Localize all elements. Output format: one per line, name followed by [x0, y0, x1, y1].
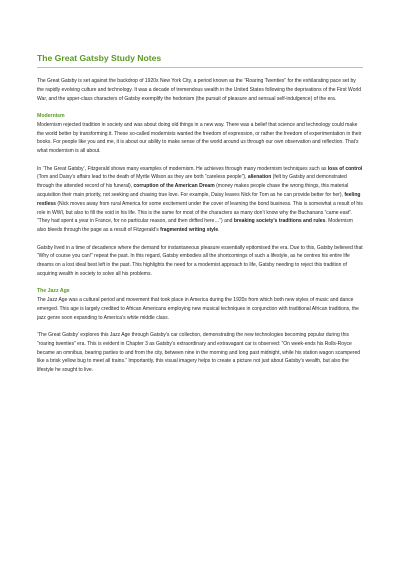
bold-term-feeling-restless: feeling restless — [37, 191, 361, 207]
text-run: . Modernism also bleeds through the page as a result of Fitzgerald’s — [37, 218, 353, 234]
intro-paragraph: The Great Gatsby is set against the backdrop of 1920s New York City, a period known as the “Roaring Twenties” for the exhilarating pace set by the rapidly evolving culture and technology. It was a decade of tremendous wealth in the United States following the deprivations of the First World War, and the upper-class characters of Gatsby exemplify the hedonism (the pursuit of pleasure and sensual self-indulgence) of the era. — [37, 78, 362, 102]
section-heading-jazz-age: The Jazz Age — [37, 288, 70, 295]
text-run: (money makes people chase the wrong things, this material acquisition their main priority, not seeking and chasing true love. For example, Daisy leaves Nick for Tom as he can provide better for her), — [37, 183, 349, 198]
text-run: (Tom and Daisy’s affairs lead to the death of Myrtle Wilson as they are both “careless people”), — [37, 174, 248, 181]
bold-term-fragmented-style: fragmented writing style — [160, 227, 219, 234]
jazz-paragraph-2: ‘The Great Gatsby’ explores this Jazz Age through Gatsby’s car collection, demonstrating the new technologies becoming popular during this “roaring twenties” era. This is evident in Chapter 3 as Gatsby’s extraordinary and extravagant car is observed: “On week-ends his Rolls-Royce became an omnibus, bearing parties to and from the city, between nine in the morning and long past midnight, while his station wagon scampered like a brisk yellow bug to meet all trains.” Importantly, this visual imagery helps to create a picture not just about Gatsby’s wealth, but also the lifestyle he sought to live. — [37, 332, 361, 374]
text-run: (Nick moves away from rural America for some excitement under the cover of learning the bond business. This is somewhat a result of his role in WWI, but also to fill the void in his life. This is the same for most of the characters as many don’t know why the Buchanans “came east”. “They had spent a year in France, for no particular reason, and then drifted here…”) and — [37, 200, 363, 225]
text-run: . — [218, 227, 220, 234]
jazz-paragraph-1: The Jazz Age was a cultural period and movement that took place in America during the 1920s from which both new styles of music and dance emerged. This age is largely credited to African Americans employing new musical techniques in conjunction with traditional African traditions, the jazz genre soon expanding to America’s white middle class. — [37, 297, 359, 321]
document-title: The Great Gatsby Study Notes — [37, 53, 162, 63]
bold-term-loss-of-control: loss of control — [327, 165, 363, 172]
title-divider — [37, 67, 363, 68]
modernism-paragraph-3: Gatsby lived in a time of decadence where the demand for instantaneous pleasure essentially epitomised the era. Due to this, Gatsby believed that “Why of course you can!” repeat the past. In this regard, Gatsby embodies all the shortcomings of such a lifestyle, as he centres his entire life dreams on a lost ideal best left in the past. This highlights the need for a modernist approach to life, Gatsby needing to reject this tradition of acquiring wealth in society to solve all his problems. — [37, 244, 363, 277]
section-heading-modernism: Modernism — [37, 112, 65, 119]
modernism-paragraph-1: Modernism rejected tradition in society and was about doing old things in a new way. There was a belief that science and technology could make the world better by transforming it. These so-called modernists wanted the freedom of expression, or rather the freedom of experimentation in their books. For people like you and me, it is about our ability to make sense of the world around us through our own observation and reflection. That’s what modernism is all about. — [37, 121, 362, 155]
document-body — [37, 77, 363, 384]
modernism-paragraph-2 — [37, 165, 363, 235]
bold-term-alienation: alienation — [247, 174, 272, 181]
bold-term-corruption-american-dream: corruption of the American Dream — [133, 183, 215, 190]
text-run: (felt by Gatsby and demonstrated through the attended record of his funeral), — [37, 174, 347, 190]
text-run: In ‘The Great Gatsby’, Fitzgerald shows many examples of modernism. He achieves through many modernism techniques such as — [37, 165, 328, 172]
bold-term-breaking-traditions: breaking society’s traditions and rules — [233, 218, 326, 225]
